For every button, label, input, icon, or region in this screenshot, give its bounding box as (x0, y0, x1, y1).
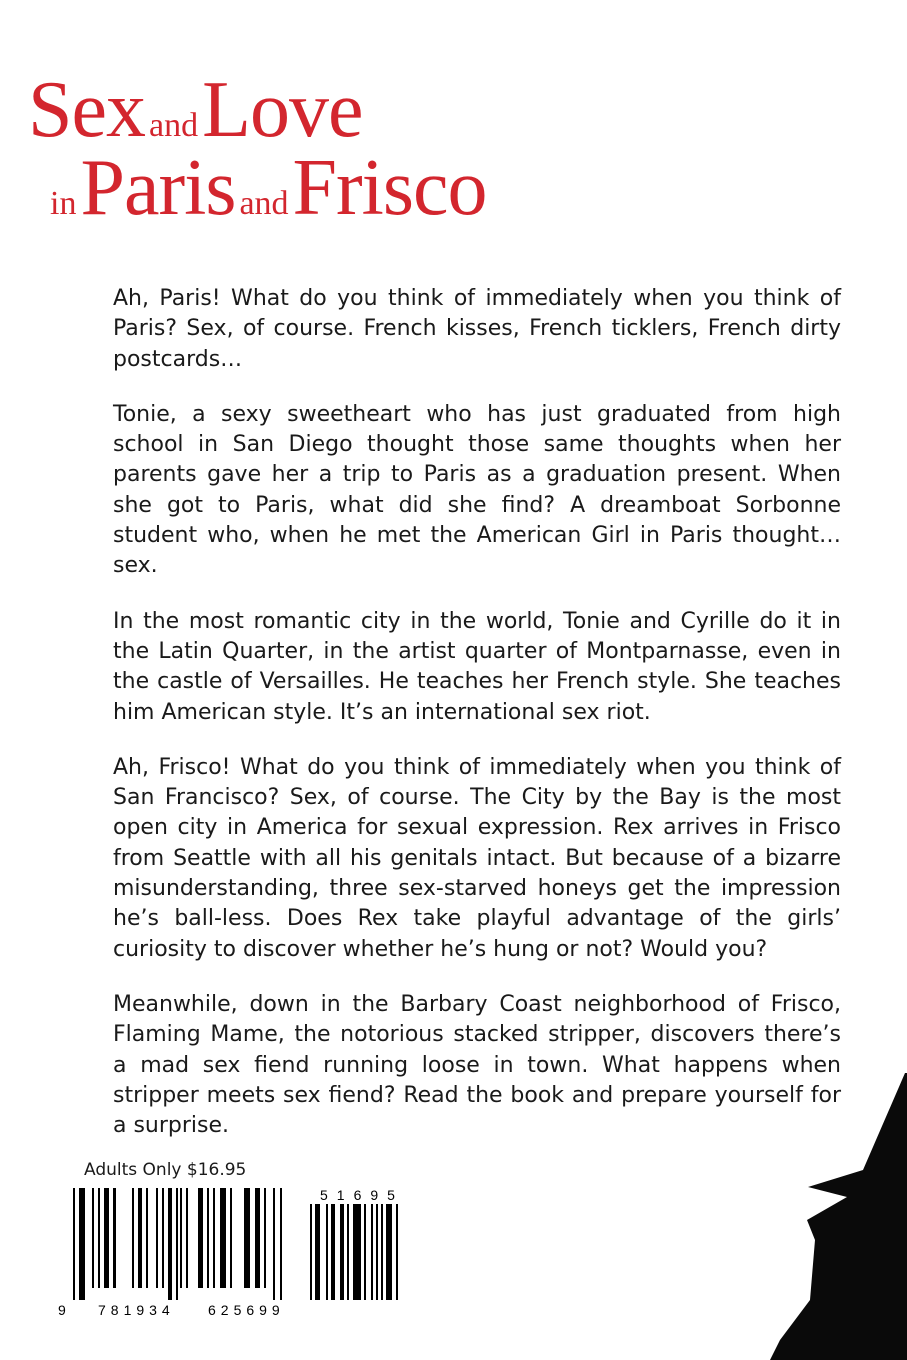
title-word: Frisco (292, 144, 487, 232)
blurb-paragraph: In the most romantic city in the world, Tonie and Cyrille do it in the Latin Quarter, in the artist quarter of Montparnasse, even in the castle of Versailles. He teaches her French style. She teaches him American style. It’s an international sex riot. (113, 608, 841, 725)
title-word: Paris (80, 144, 236, 232)
title-word: in (50, 185, 77, 222)
title-word: Sex (28, 66, 145, 154)
barcode-right-digits: 625699 (208, 1302, 285, 1318)
barcode-lead-digit: 9 (58, 1302, 66, 1318)
blurb-paragraph: Meanwhile, down in the Barbary Coast neighborhood of Frisco, Flaming Mame, the notorious stacked stripper, discovers there’s a mad sex fiend running loose in town. What happens when stripper meets sex fiend? Read the book and prepare yourself for a surprise. (113, 991, 841, 1139)
barcode-left-digits: 781934 (98, 1302, 175, 1318)
blurb-paragraph: Tonie, a sexy sweetheart who has just graduated from high school in San Diego thought those same thoughts when her parents gave her a trip to Paris as a graduation present. When she got to Paris, what did she find? A dreamboat Sorbonne student who, when he met the American Girl in Paris thought…sex. (113, 401, 841, 579)
title-word: and (149, 107, 199, 144)
blurb-paragraph: Ah, Frisco! What do you think of immediately when you think of San Francisco? Sex, of course. The City by the Bay is the most open city in America for sexual expression. Rex arrives in Frisco from Seattle with all his genitals intact. But because of a bizarre misunderstanding, three sex-starved honeys get the impression he’s ball-less. Does Rex take playful advantage of the girls’ curiosity to discover whether he’s hung or not? Would you? (113, 754, 841, 962)
title-word: Love (202, 66, 363, 154)
barcode-addon-digits: 51695 (320, 1188, 404, 1203)
blurb-paragraph: Ah, Paris! What do you think of immediately when you think of Paris? Sex, of course. French kisses, French ticklers, French dirty postcards… (113, 286, 841, 372)
title-word: and (239, 185, 289, 222)
price-label: Adults Only $16.95 (84, 1160, 247, 1180)
